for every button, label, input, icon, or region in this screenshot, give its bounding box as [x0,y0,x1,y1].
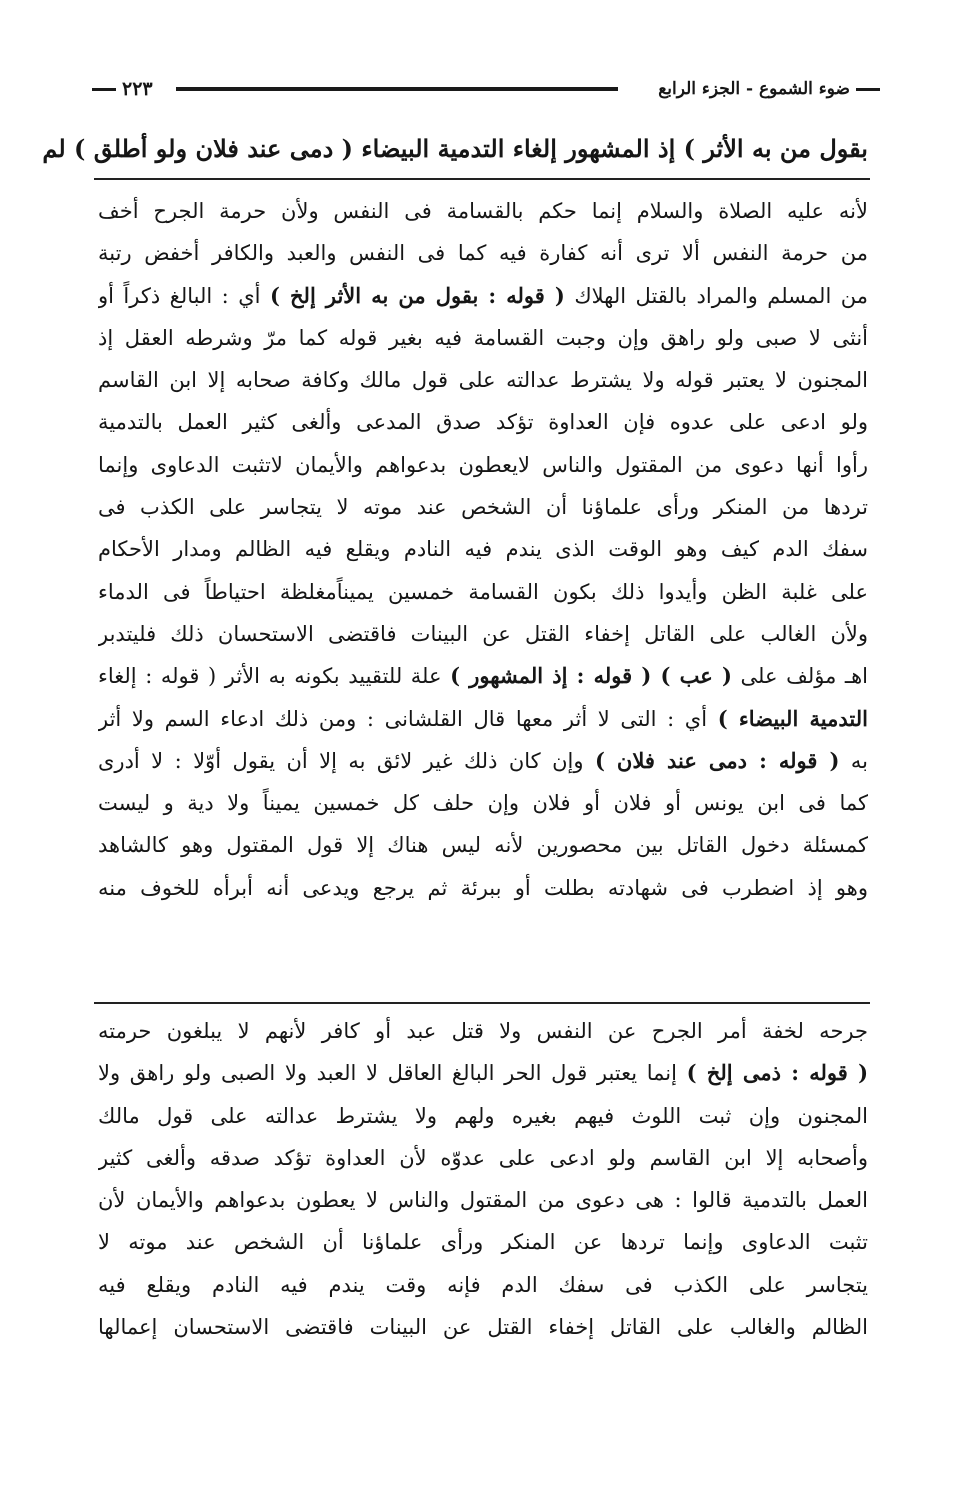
commentary-line [98,190,868,232]
text-run: من حرمة النفس ألا ترى أنه كفارة فيه كما فى النفس والعبد والكافر أخفض رتبة [98,241,868,266]
text-run: وأصحابه إلا ابن القاسم ولو ادعى على عدوّه لأن العداوة تؤكد صدقه وألغى كثير [98,1145,868,1170]
text-run: تردها من المنكر ورأى علماؤنا أن الشخص عند موته لا يتجاسر على الكذب فى [98,495,868,520]
text-run: لأنه عليه الصلاة والسلام إنما حكم بالقسامة فى النفس ولأن حرمة الجرح أخف [98,199,868,223]
bold-citation: ( قوله : ذمى إلخ ) [686,1060,868,1086]
text-run: وهو إذ اضطرب فى شهادته بطلت أو ببرئة ثم يرجع ويدعى أنه أبرأه للخوف منه [98,875,868,900]
text-run: جرحه لخفة أمر الجرح عن النفس ولا قتل عبد أو كافر لأنهم لا يبلغون حرمته [98,1019,868,1043]
footnote-separator [94,1002,870,1004]
text-run: اهـ مؤلف على [740,664,868,689]
commentary-line [98,867,868,909]
commentary-line [98,486,868,528]
text-run: ولو ادعى على عدوه فإن العداوة تؤكد صدق المدعى وألغى كثير العمل بالتدمية [98,410,868,435]
footnote-line [98,1095,868,1137]
text-run: أي : التى لا أثر معها قال القلشانى : ومن ذلك ادعاء السم ولا أثر [98,706,708,731]
commentary-line [98,444,868,486]
text-run: على غلبة الظن وأيدوا ذلك بكون القسامة خمسين يميناًمغلظة احتياطاً فى الدماء [98,579,868,604]
page-number: ٢٢٣ [122,78,153,100]
text-run: رأوا أنها دعوى من المقتول والناس لايعطون بدعواهم والأيمان لاتثبت الدعاوى وإنما [98,452,868,477]
commentary-line [98,613,868,655]
header-dash-left [92,88,116,91]
footnote-line [98,1137,868,1179]
footnote-line [98,1221,868,1263]
commentary-line [98,528,868,570]
commentary-line [98,275,868,317]
main-text-line: بقول من به الأثر ) إذ المشهور إلغاء التدمية البيضاء ( دمى عند فلان ولو أطلق ) لم [42,134,868,163]
commentary-line [98,571,868,613]
commentary-line [98,698,868,740]
text-run: ولأن الغالب على القاتل إخفاء القتل عن البينات فاقتضى الاستحسان ذلك فليتدبر [98,621,868,646]
text-run: كما فى ابن يونس أو فلان أو فلان وإن حلف كل خمسين يميناً ولا دية و ليست [98,791,868,816]
text-run: سفك الدم كيف وهو الوقت الذى يندم فيه النادم ويقلع فيه الظالم ومدار الأحكام [98,537,868,562]
footnote-line [98,1306,868,1348]
text-run: المجنون وإن ثبت اللوث فيهم بغيره ولهم ولا يشترط عدالته على قول مالك [98,1103,868,1128]
bold-citation: ( قوله : دمى عند فلان ) [594,747,840,773]
footnote-line [98,1010,868,1052]
text-run: تثبت الدعاوى وإنما تردها عن المنكر ورأى علماؤنا أن الشخص عند موته لا [98,1230,868,1255]
running-header [92,74,880,104]
main-text-separator [94,178,870,180]
text-run: كمسئلة دخول القاتل بين محصورين لأنه ليس هناك إلا قول المقتول وهو كالشاهد [98,833,868,858]
header-rule [176,87,618,91]
bold-citation: ( قوله : بقول من به الأثر إلخ ) [269,282,565,308]
header-title: ضوء الشموع - الجزء الرابع [658,79,850,99]
text-run: به [850,748,868,773]
text-run: إنما يعتبر قول الحر البالغ العاقل لا العبد ولا الصبى ولو راهق ولا [98,1061,677,1086]
commentary-line [98,824,868,866]
text-run: من المسلم والمراد بالقتل الهلاك [574,283,868,308]
text-run: علة للتقييد بكونه به الأثر ( قوله : إلغاء [98,664,442,689]
footnotes-block [98,1010,868,1348]
text-run: وإن كان ذلك غير لائق به إلا أن يقول أوّلا : لا أدرى [98,748,584,773]
commentary-line [98,655,868,697]
commentary-line [98,740,868,782]
commentary-block [98,190,868,909]
text-run: أنثى لا صبى ولو راهق وإن وجبت القسامة فيه بغير قوله كما مرّ وشرطه العقل إذ [98,325,868,350]
text-run: المجنون لا يعتبر قوله ولا يشترط عدالته على قول مالك وكافة صحابه إلا ابن القاسم [98,368,868,393]
commentary-line [98,401,868,443]
bold-citation: ( عب ) ( قوله : إذ المشهور ) [450,663,732,689]
text-run: الظالم والغالب على القاتل إخفاء القتل عن البينات فاقتضى الاستحسان إعمالها [98,1315,868,1340]
commentary-line [98,782,868,824]
commentary-line [98,359,868,401]
footnote-line [98,1052,868,1094]
commentary-line [98,232,868,274]
bold-citation: التدمية البيضاء ) [717,705,868,731]
footnote-line [98,1179,868,1221]
header-dash-right [856,88,880,91]
text-run: يتجاسر على الكذب فى سفك الدم فإنه وقت يندم فيه النادم ويقلع فيه [98,1272,868,1297]
text-run: العمل بالتدمية قالوا : هى دعوى من المقتول والناس لا يعطون بدعواهم والأيمان لأن [98,1188,868,1213]
footnote-line [98,1264,868,1306]
text-run: أي : البالغ ذكراً أو [98,283,261,308]
commentary-line [98,317,868,359]
